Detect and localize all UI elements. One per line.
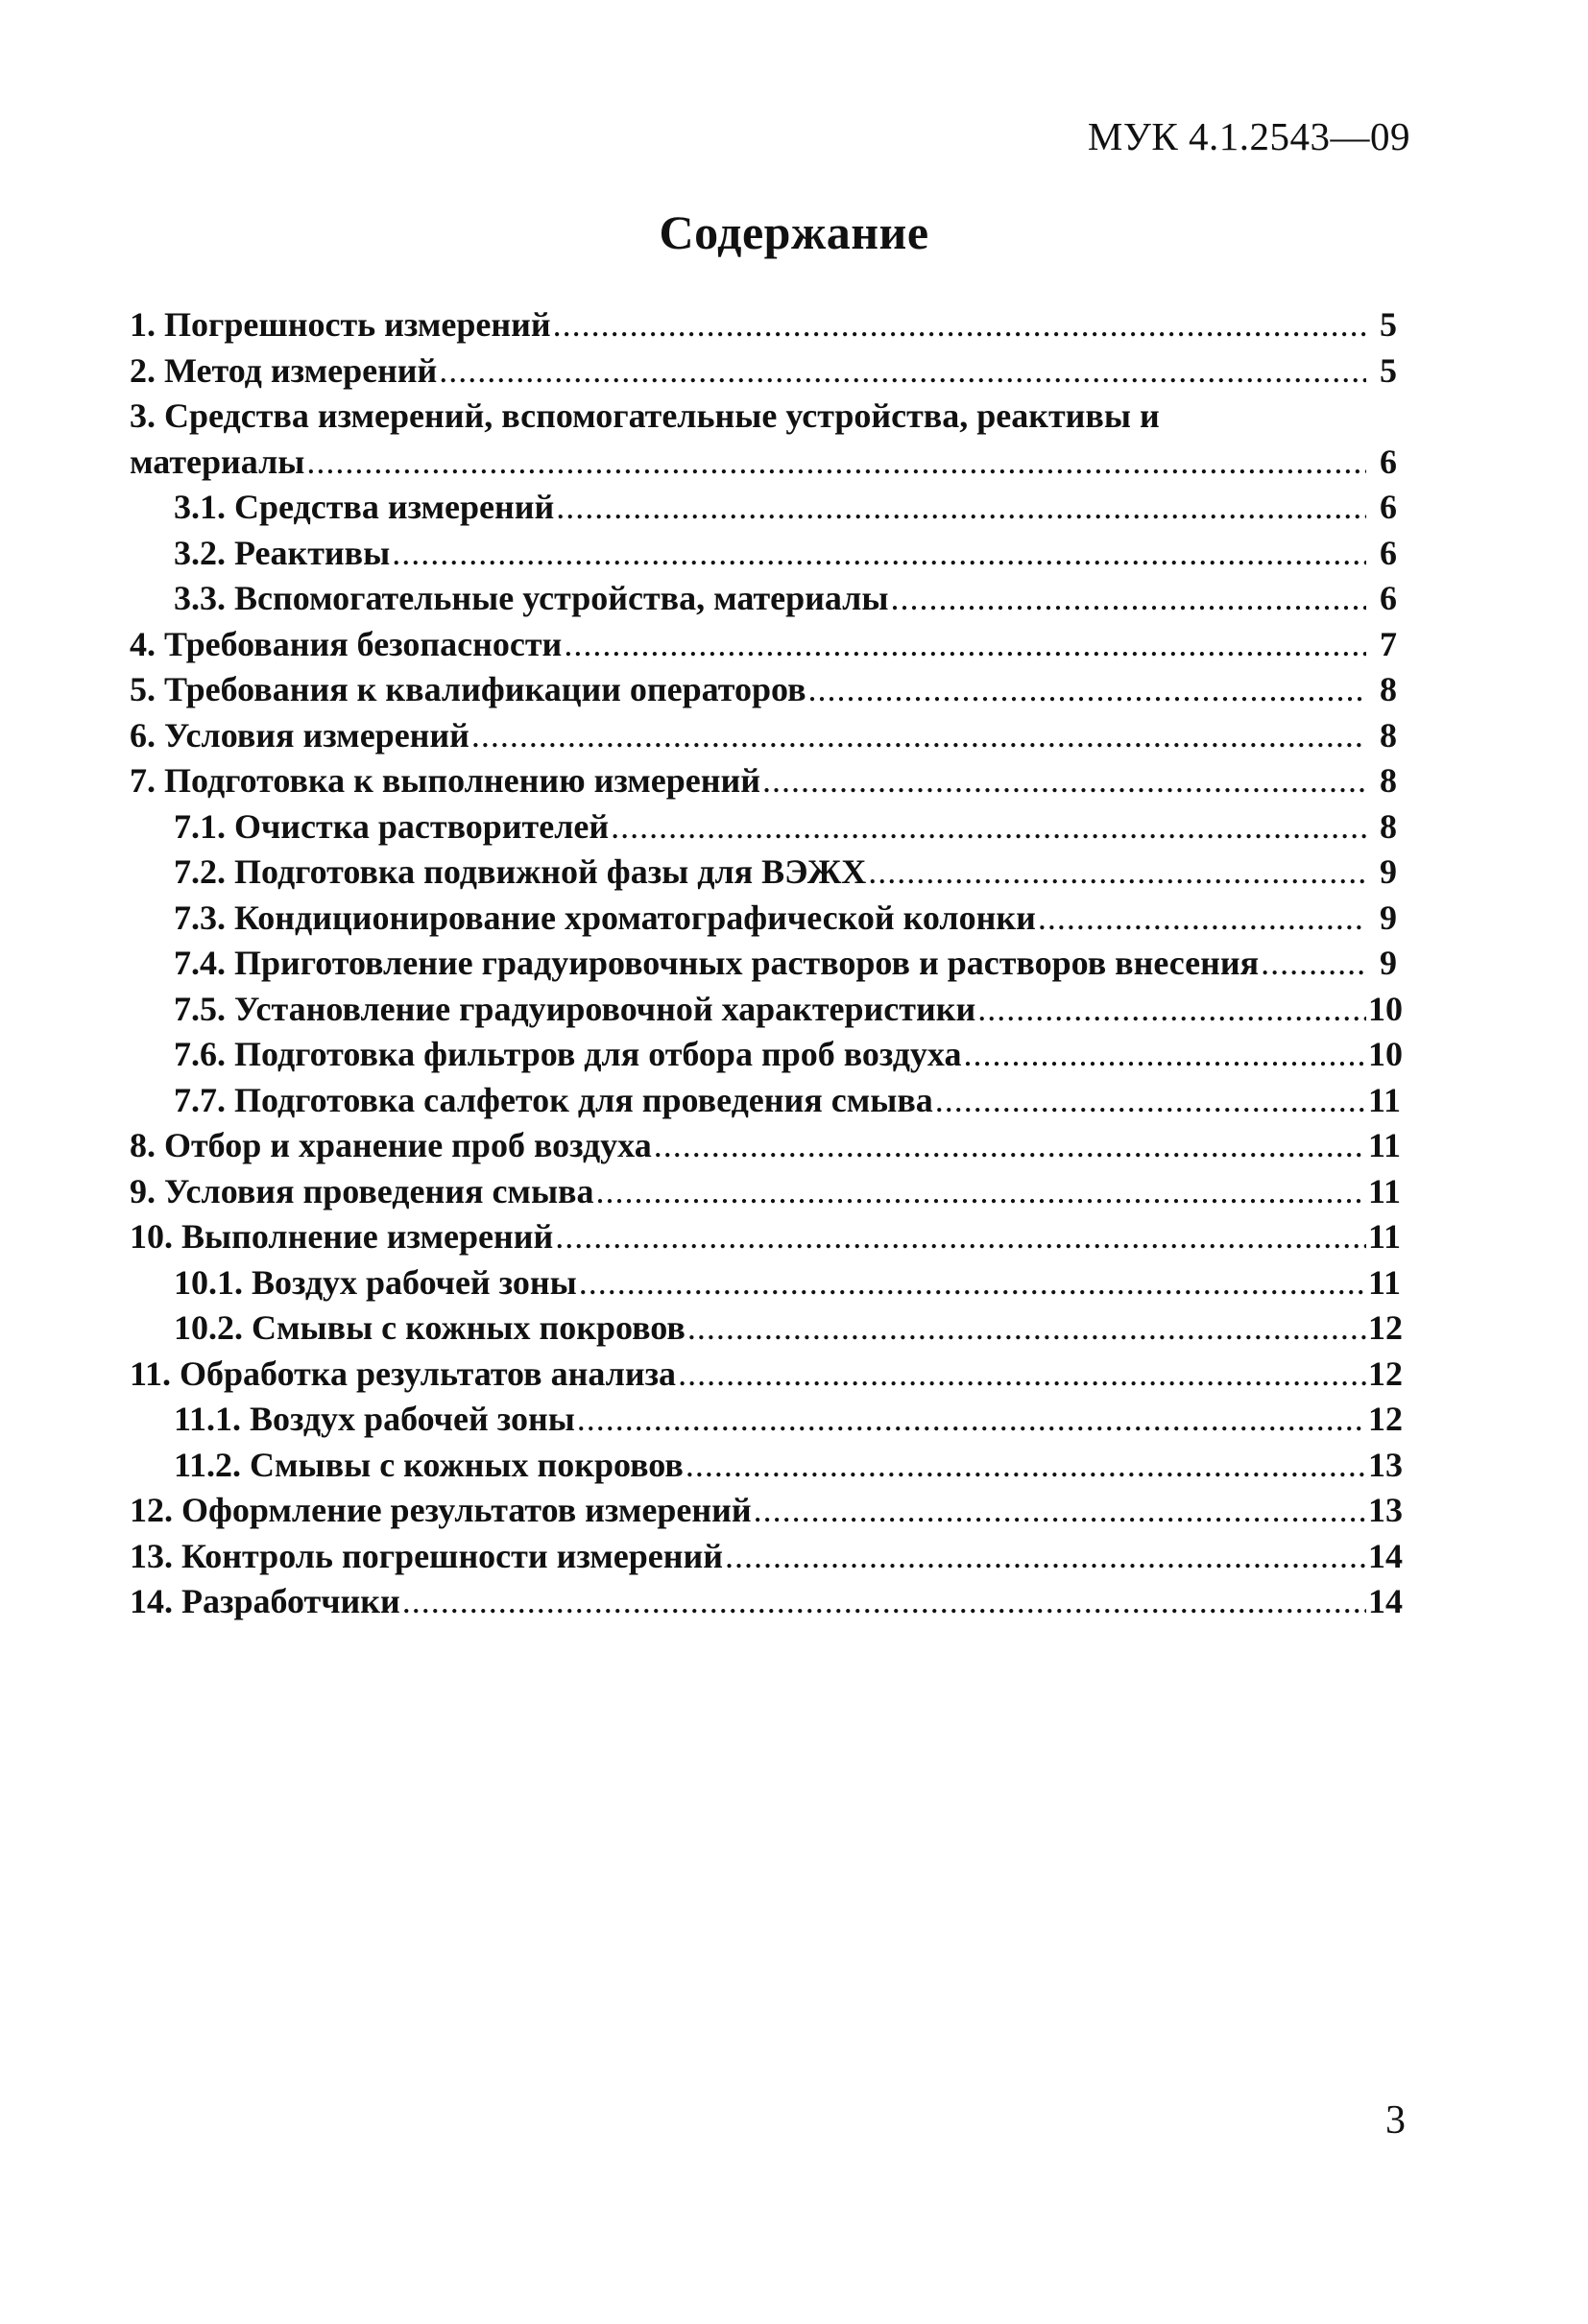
toc-entry-13 [130, 1534, 1403, 1580]
toc-entry-page: 8 [1380, 806, 1397, 846]
toc-entry-7-5 [130, 987, 1403, 1033]
toc-entry-title: 7. Подготовка к выполнению измерений [130, 761, 760, 800]
toc-leader-dots [868, 850, 1366, 896]
toc-leader-dots [725, 1534, 1366, 1580]
toc-entry-title: 3.3. Вспомогательные устройства, материалы [174, 579, 889, 617]
toc-leader-dots [654, 1123, 1366, 1169]
toc-leader-dots [891, 576, 1367, 622]
toc-entry-7 [130, 758, 1397, 804]
toc-leader-dots [762, 758, 1366, 804]
toc-entry-page: 6 [1380, 533, 1397, 572]
toc-leader-dots [754, 1488, 1366, 1534]
toc-leader-dots [678, 1352, 1366, 1398]
document-code: МУК 4.1.2543—09 [1087, 114, 1410, 158]
toc-leader-dots [1038, 896, 1366, 942]
toc-leader-dots [935, 1078, 1366, 1124]
toc-entry-page: 5 [1380, 350, 1397, 390]
toc-leader-dots [687, 1306, 1366, 1352]
toc-entry-title: 10.1. Воздух рабочей зоны [174, 1262, 577, 1302]
toc-entry-11-2 [130, 1443, 1403, 1489]
toc-leader-dots [471, 713, 1366, 759]
toc-entry-12 [130, 1488, 1403, 1534]
toc-entry-page: 6 [1380, 488, 1397, 526]
toc-entry-title: 14. Разработчики [130, 1582, 400, 1620]
toc-entry-page: 8 [1380, 715, 1397, 755]
toc-leader-dots [553, 302, 1366, 348]
toc-entry-title: 7.1. Очистка растворителей [174, 806, 610, 846]
toc-entry-7-2 [130, 850, 1397, 896]
toc-entry-5 [130, 667, 1397, 713]
toc-leader-dots [306, 440, 1366, 486]
toc-entry-1 [130, 302, 1397, 348]
toc-entry-title: 7.6. Подготовка фильтров для отбора проб воздуха [174, 1035, 962, 1073]
toc-entry-title: 7.2. Подготовка подвижной фазы для ВЭЖХ [174, 852, 867, 891]
toc-entry-title: 4. Требования безопасности [130, 624, 563, 663]
toc-leader-dots [977, 987, 1366, 1033]
toc-entry-page: 10 [1368, 989, 1403, 1028]
toc-entry-7-1 [130, 804, 1397, 851]
toc-entry-4 [130, 622, 1397, 668]
toc-entry-page: 12 [1368, 1308, 1403, 1347]
toc-heading: Содержание [659, 205, 929, 259]
toc-entry-title: материалы [130, 442, 305, 481]
toc-leader-dots [392, 531, 1366, 577]
toc-leader-dots [611, 804, 1366, 851]
toc-entry-page: 6 [1380, 442, 1397, 481]
toc-leader-dots [556, 485, 1366, 531]
toc-entry-3-1 [130, 485, 1397, 531]
toc-entry-page: 9 [1380, 944, 1397, 982]
toc-entry-page: 11 [1368, 1217, 1402, 1256]
toc-entry-10-1 [130, 1260, 1402, 1306]
toc-entry-page: 10 [1368, 1035, 1403, 1073]
page-number: 3 [1385, 2098, 1406, 2143]
toc-leader-dots [596, 1169, 1367, 1215]
toc-entry-title: 3.1. Средства измерений [174, 488, 555, 526]
toc-entry-3-line2 [130, 440, 1397, 486]
toc-entry-10-2 [130, 1306, 1403, 1352]
toc-entry-title: 3.2. Реактивы [174, 533, 391, 572]
toc-entry-title: 7.5. Установление градуировочной характеристики [174, 989, 976, 1028]
toc-entry-page: 11 [1368, 1171, 1402, 1210]
toc-entry-title: 11.1. Воздух рабочей зоны [174, 1400, 575, 1438]
toc-entry-page: 13 [1368, 1491, 1403, 1529]
toc-entry-page: 12 [1368, 1400, 1403, 1438]
toc-leader-dots [808, 667, 1366, 713]
toc-entry-7-4 [130, 941, 1397, 987]
toc-entry-3-2 [130, 531, 1397, 577]
toc-entry-page: 13 [1368, 1445, 1403, 1484]
toc-entry-title: 13. Контроль погрешности измерений [130, 1536, 724, 1575]
toc-entry-title: 11.2. Смывы с кожных покровов [174, 1445, 684, 1484]
toc-entry-9 [130, 1169, 1402, 1215]
toc-entry-title: 10. Выполнение измерений [130, 1217, 554, 1256]
toc-entry-title: 5. Требования к квалификации операторов [130, 670, 806, 708]
toc-entry-3-3 [130, 576, 1397, 622]
toc-entry-page: 8 [1380, 761, 1397, 800]
toc-leader-dots [564, 622, 1366, 668]
toc-entry-10 [130, 1214, 1402, 1260]
toc-leader-dots [963, 1032, 1366, 1078]
toc-entry-title: 7.7. Подготовка салфеток для проведения смыва [174, 1080, 933, 1119]
toc-entry-page: 11 [1368, 1262, 1402, 1302]
toc-entry-11-1 [130, 1397, 1403, 1443]
toc-entry-title: 12. Оформление результатов измерений [130, 1491, 752, 1529]
toc-entry-page: 9 [1380, 852, 1397, 891]
toc-entry-page: 11 [1368, 1126, 1402, 1164]
toc-entry-page: 9 [1380, 898, 1397, 937]
toc-entry-14 [130, 1579, 1403, 1625]
toc-entry-page: 11 [1368, 1080, 1402, 1119]
toc-leader-dots [555, 1214, 1366, 1260]
toc-entry-title: 6. Условия измерений [130, 715, 469, 755]
toc-entry-title: 11. Обработка результатов анализа [130, 1354, 677, 1393]
toc-entry-2 [130, 348, 1397, 395]
toc-entry-title: 2. Метод измерений [130, 350, 438, 390]
toc-entry-11 [130, 1352, 1403, 1398]
toc-entry-page: 7 [1380, 624, 1397, 663]
toc-entry-title: 3. Средства измерений, вспомогательные устройства, реактивы и [130, 396, 1160, 435]
toc-entry-title: 9. Условия проведения смыва [130, 1171, 594, 1210]
toc-entry-page: 14 [1368, 1582, 1403, 1620]
toc-entry-title: 1. Погрешность измерений [130, 305, 551, 344]
toc-entry-6 [130, 713, 1397, 759]
toc-leader-dots [439, 348, 1366, 395]
toc-entry-page: 6 [1380, 579, 1397, 617]
toc-entry-7-3 [130, 896, 1397, 942]
toc-leader-dots [577, 1397, 1366, 1443]
toc-entry-8 [130, 1123, 1402, 1169]
toc-leader-dots [1261, 941, 1366, 987]
toc-entry-7-7 [130, 1078, 1402, 1124]
toc-leader-dots [686, 1443, 1366, 1489]
toc-entry-title: 8. Отбор и хранение проб воздуха [130, 1126, 652, 1164]
toc-entry-page: 14 [1368, 1536, 1403, 1575]
toc-entry-title: 7.3. Кондиционирование хроматографической колонки [174, 898, 1036, 937]
toc-leader-dots [402, 1579, 1366, 1625]
toc-entry-page: 8 [1380, 670, 1397, 708]
toc-entry-title: 10.2. Смывы с кожных покровов [174, 1308, 686, 1347]
toc-entry-page: 5 [1380, 305, 1397, 344]
toc-entry-3-line1 [130, 394, 1397, 440]
table-of-contents [130, 302, 1403, 1625]
toc-entry-7-6 [130, 1032, 1403, 1078]
toc-entry-title: 7.4. Приготовление градуировочных растворов и растворов внесения [174, 944, 1260, 982]
toc-entry-page: 12 [1368, 1354, 1403, 1393]
toc-leader-dots [579, 1260, 1366, 1306]
